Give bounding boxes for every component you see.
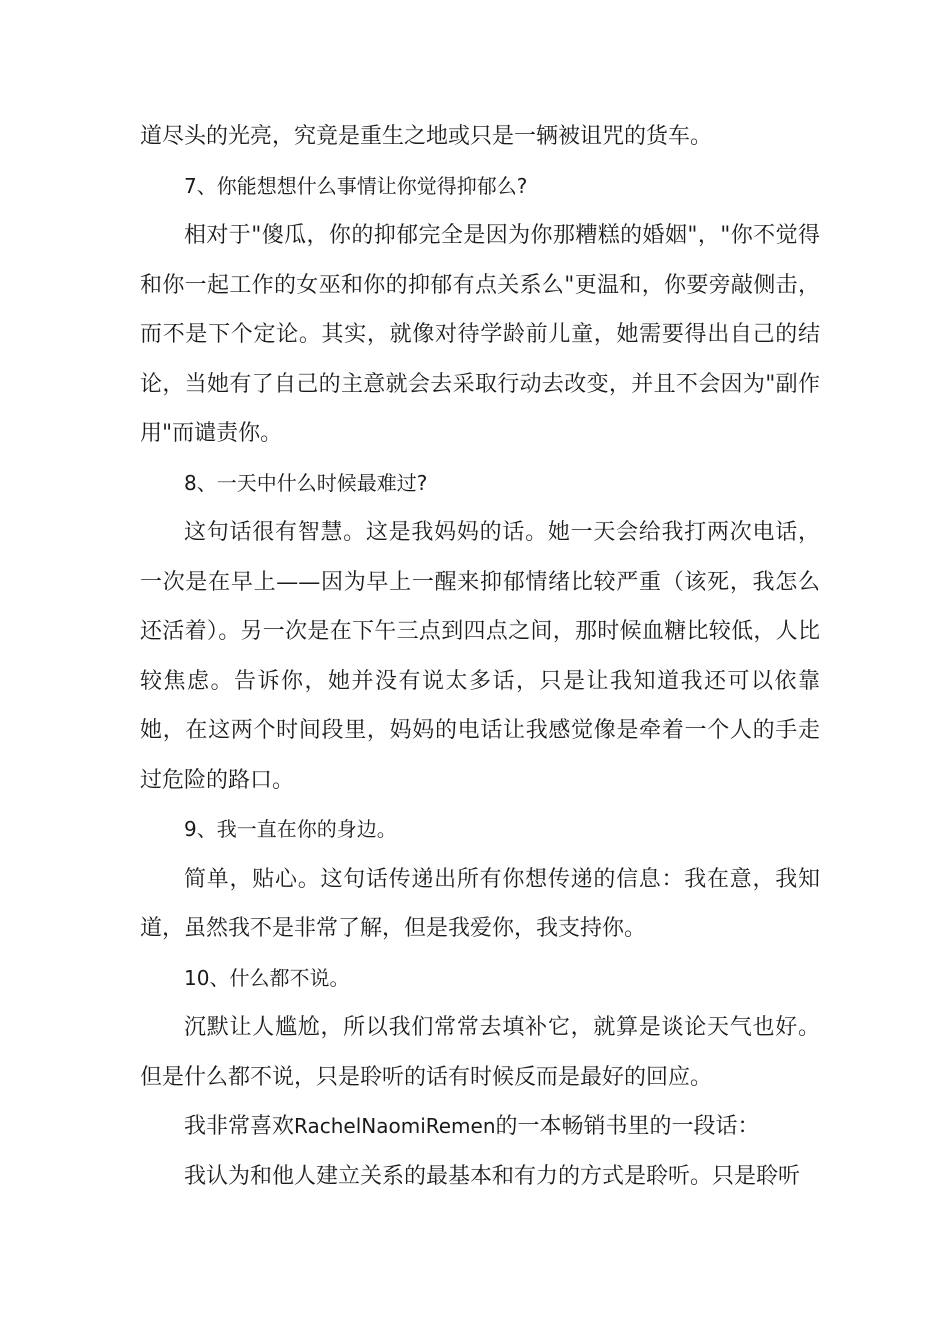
paragraph-7: 相对于"傻瓜，你的抑郁完全是因为你那糟糕的婚姻"，"你不觉得和你一起工作的女巫和你的抑郁有点关系么"更温和，你要旁敲侧击，而不是下个定论。其实，就像对待学龄前儿童，她需要得出自己的结论，当她有了自己的主意就会去采取行动去改变，并且不会因为"副作用"而谴责你。 — [140, 223, 820, 446]
paragraph-10: 沉默让人尴尬，所以我们常常去填补它，就算是谈论天气也好。但是什么都不说，只是聆听的话有时候反而是最好的回应。 — [140, 1015, 820, 1090]
item-heading-9: 9、我一直在你的身边。 — [184, 817, 397, 841]
item-heading-8: 8、一天中什么时候最难过? — [184, 470, 428, 495]
quote-intro — [140, 1102, 820, 1152]
paragraph-9: 简单，贴心。这句话传递出所有你想传递的信息：我在意，我知道，虽然我不是非常了解，但是我爱你，我支持你。 — [140, 866, 820, 941]
quote-paragraph: 我认为和他人建立关系的最基本和有力的方式是聆听。只是聆听 — [184, 1163, 801, 1189]
author-name: RachelNaomiRemen — [294, 1114, 496, 1138]
quote-intro-after: 的一本畅销书里的一段话： — [495, 1114, 760, 1139]
quote-intro-before: 我非常喜欢 — [184, 1114, 295, 1139]
item-heading-7: 7、你能想想什么事情让你觉得抑郁么? — [184, 173, 528, 198]
paragraph-8: 这句话很有智慧。这是我妈妈的话。她一天会给我打两次电话，一次是在早上——因为早上一醒来抑郁情绪比较严重（该死，我怎么还活着）。另一次是在下午三点到四点之间，那时候血糖比较低，人比较焦虑。告诉你，她并没有说太多话，只是让我知道我还可以依靠她，在这两个时间段里，妈妈的电话让我感觉像是牵着一个人的手走过危险的路口。 — [140, 520, 820, 793]
document-page — [140, 112, 820, 1201]
item-heading-10: 10、什么都不说。 — [184, 965, 350, 990]
paragraph-continuation: 道尽头的光亮，究竟是重生之地或只是一辆被诅咒的货车。 — [140, 124, 713, 149]
